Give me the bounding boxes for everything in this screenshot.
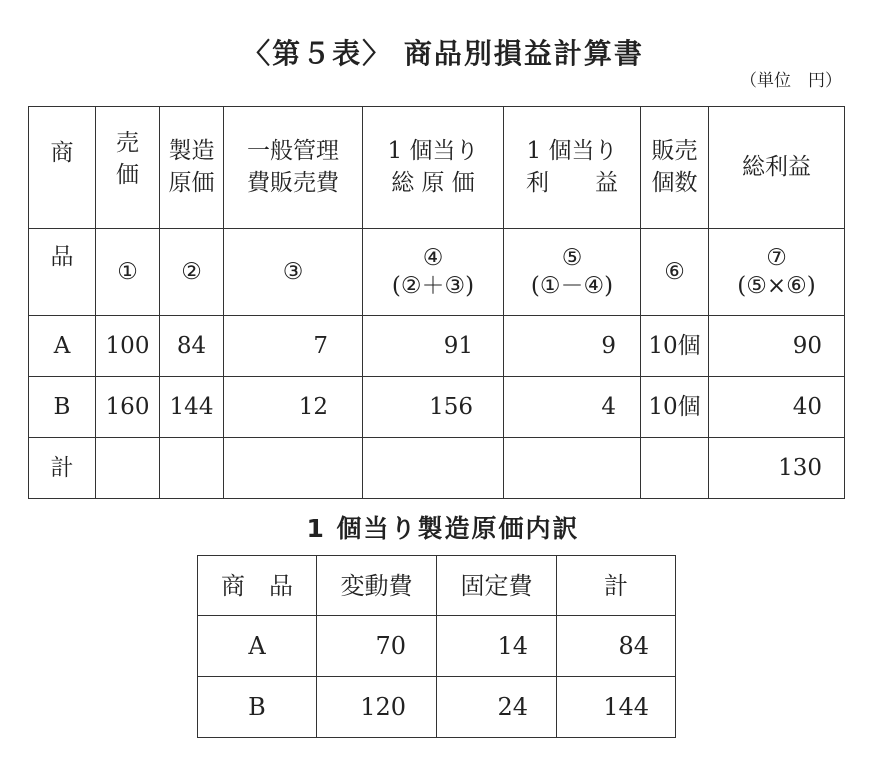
header-gross-profit: 総利益 bbox=[709, 107, 845, 229]
header-sales-quantity bbox=[641, 107, 709, 229]
header-line2: 個数 bbox=[651, 170, 698, 196]
value-cell: 120 bbox=[317, 677, 437, 738]
value-cell: 10個 bbox=[641, 377, 709, 438]
header-manufacturing-cost bbox=[160, 107, 224, 229]
table-row bbox=[198, 677, 676, 738]
sub-header-fixed-cost: 固定費 bbox=[437, 556, 557, 616]
value-cell bbox=[160, 438, 224, 499]
header-line1: 製造 bbox=[168, 138, 215, 164]
header-formula: (②＋③) bbox=[391, 273, 475, 299]
value-cell bbox=[224, 438, 363, 499]
corner-top-label: 商 bbox=[29, 107, 96, 229]
sub-header-product: 商 品 bbox=[198, 556, 317, 616]
header-numbers-row bbox=[29, 229, 845, 316]
header-formula: (⑤×⑥) bbox=[737, 273, 816, 299]
corner-bottom-label: 品 bbox=[29, 229, 96, 316]
cost-breakdown-table bbox=[197, 555, 676, 738]
value-cell: 4 bbox=[504, 377, 641, 438]
header-number-6: ⑥ bbox=[641, 229, 709, 316]
header-line2: 利 益 bbox=[526, 170, 618, 196]
header-unit-total-cost bbox=[363, 107, 504, 229]
value-cell: 84 bbox=[557, 616, 676, 677]
value-cell: 24 bbox=[437, 677, 557, 738]
header-line2: 価 bbox=[116, 162, 139, 188]
product-cell: A bbox=[29, 316, 96, 377]
header-number-7 bbox=[709, 229, 845, 316]
value-cell bbox=[363, 438, 504, 499]
value-cell: 70 bbox=[317, 616, 437, 677]
total-label: 計 bbox=[29, 438, 96, 499]
header-line2: 総 原 価 bbox=[391, 170, 475, 196]
table-row bbox=[198, 616, 676, 677]
header-number: ⑤ bbox=[561, 245, 583, 271]
value-cell: 90 bbox=[709, 316, 845, 377]
value-cell: 7 bbox=[224, 316, 363, 377]
header-number-4 bbox=[363, 229, 504, 316]
sub-header-variable-cost: 変動費 bbox=[317, 556, 437, 616]
page-title: 〈第５表〉 商品別損益計算書 bbox=[242, 37, 644, 70]
header-number-3: ③ bbox=[224, 229, 363, 316]
value-cell: 156 bbox=[363, 377, 504, 438]
product-cell: B bbox=[198, 677, 317, 738]
value-cell: 84 bbox=[160, 316, 224, 377]
profit-loss-table bbox=[28, 106, 845, 499]
total-row bbox=[29, 438, 845, 499]
header-number: ④ bbox=[422, 245, 444, 271]
value-cell: 144 bbox=[557, 677, 676, 738]
value-cell: 9 bbox=[504, 316, 641, 377]
header-admin-selling-cost bbox=[224, 107, 363, 229]
subtitle: 1 個当り製造原価内訳 bbox=[306, 514, 580, 543]
product-cell: B bbox=[29, 377, 96, 438]
header-line1: 販売 bbox=[651, 138, 698, 164]
table-row bbox=[29, 377, 845, 438]
header-line1: 売 bbox=[116, 130, 139, 156]
unit-note: （単位 円） bbox=[740, 71, 842, 91]
header-line1: 一般管理 bbox=[247, 138, 339, 164]
value-cell bbox=[641, 438, 709, 499]
value-cell bbox=[96, 438, 160, 499]
header-line2: 原価 bbox=[168, 170, 215, 196]
header-number-2: ② bbox=[160, 229, 224, 316]
header-labels-row bbox=[29, 107, 845, 229]
table-row bbox=[29, 316, 845, 377]
value-cell: 91 bbox=[363, 316, 504, 377]
value-cell: 14 bbox=[437, 616, 557, 677]
header-selling-price bbox=[96, 107, 160, 229]
header-formula: (①－④) bbox=[530, 273, 614, 299]
value-cell: 10個 bbox=[641, 316, 709, 377]
header-unit-profit bbox=[504, 107, 641, 229]
sub-header-row bbox=[198, 556, 676, 616]
total-gross-profit: 130 bbox=[709, 438, 845, 499]
value-cell bbox=[504, 438, 641, 499]
header-line1: 1 個当り bbox=[387, 138, 479, 164]
header-line2: 費販売費 bbox=[247, 170, 339, 196]
header-number: ⑦ bbox=[766, 245, 787, 271]
value-cell: 144 bbox=[160, 377, 224, 438]
sub-header-total: 計 bbox=[557, 556, 676, 616]
product-cell: A bbox=[198, 616, 317, 677]
value-cell: 100 bbox=[96, 316, 160, 377]
header-number-5 bbox=[504, 229, 641, 316]
value-cell: 40 bbox=[709, 377, 845, 438]
value-cell: 160 bbox=[96, 377, 160, 438]
header-number-1: ① bbox=[96, 229, 160, 316]
value-cell: 12 bbox=[224, 377, 363, 438]
header-line1: 1 個当り bbox=[526, 138, 618, 164]
